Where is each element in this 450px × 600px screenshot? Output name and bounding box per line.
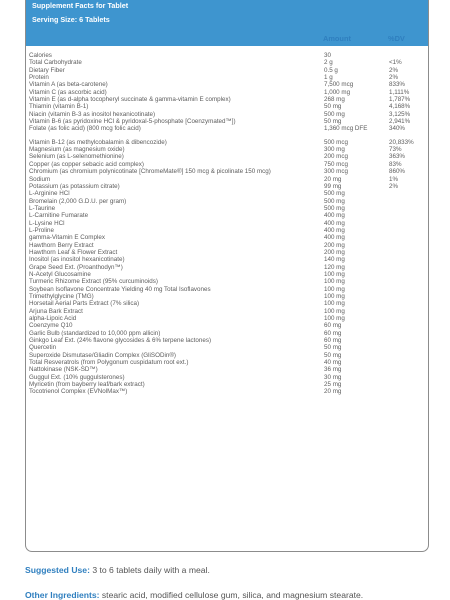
nutrient-amount: 500 mg	[324, 110, 345, 118]
nutrient-name: L-Carnitine Fumarate	[29, 212, 89, 220]
nutrient-amount: 50 mg	[324, 118, 342, 126]
nutrient-amount: 100 mg	[324, 293, 345, 300]
nutrient-name: Nattokinase (NSK-SD™)	[29, 366, 98, 374]
nutrient-row	[29, 161, 425, 168]
nutrient-dv: 2%	[389, 182, 399, 190]
nutrient-name: Coenzyme Q10	[29, 322, 73, 330]
nutrient-dv: 363%	[389, 153, 405, 161]
nutrient-name: Arjuna Bark Extract	[29, 307, 83, 315]
nutrient-name: Hawthorn Leaf & Flower Extract	[29, 248, 118, 256]
nutrient-amount: 100 mg	[324, 307, 345, 315]
nutrient-name: Vitamin C (as ascorbic acid)	[29, 88, 107, 96]
nutrient-amount: 750 mcg	[324, 160, 348, 168]
nutrient-name: Turmeric Rhizome Extract (95% curcuminoids)	[29, 278, 158, 286]
nutrient-row	[29, 271, 425, 278]
nutrient-amount: 400 mg	[324, 219, 345, 227]
other-ingredients-text: stearic acid, modified cellulose gum, silica, and magnesium stearate.	[99, 590, 364, 600]
nutrient-row	[29, 337, 425, 344]
nutrient-name: Copper (as copper sebacic acid complex)	[29, 160, 144, 168]
nutrient-name: Soybean Isoflavone Concentrate Yielding 40 mg Total Isoflavones	[29, 285, 211, 293]
nutrient-name: gamma-Vitamin E Complex	[29, 234, 105, 242]
nutrient-row	[29, 242, 425, 249]
nutrient-amount: 100 mg	[324, 315, 345, 323]
nutrient-name: Protein	[29, 74, 49, 82]
nutrient-name: Myricetin (from bayberry leaf/bark extract)	[29, 381, 145, 389]
nutrient-amount: 60 mg	[324, 329, 342, 337]
nutrient-dv: 340%	[389, 125, 405, 133]
nutrient-amount: 500 mg	[324, 204, 345, 212]
other-ingredients	[25, 590, 363, 600]
nutrient-row	[29, 322, 425, 329]
nutrient-amount: 40 mg	[324, 359, 342, 367]
nutrient-amount: 200 mg	[324, 248, 345, 256]
nutrient-row	[29, 103, 425, 110]
nutrient-dv: 3,125%	[389, 110, 411, 118]
nutrient-row	[29, 111, 425, 118]
nutrient-row	[29, 381, 425, 388]
nutrient-amount: 268 mg	[324, 96, 345, 104]
nutrient-amount: 300 mg	[324, 146, 345, 154]
nutrient-amount: 1,360 mcg DFE	[324, 125, 368, 133]
nutrient-dv: 833%	[389, 81, 405, 89]
nutrient-name: Guggul Ext. (10% guggulsterones)	[29, 373, 125, 381]
nutrient-row	[29, 278, 425, 285]
nutrient-dv: 2%	[389, 74, 399, 82]
nutrient-row	[29, 153, 425, 160]
nutrient-row	[29, 227, 425, 234]
nutrient-row	[29, 366, 425, 373]
nutrient-row	[29, 139, 425, 146]
nutrient-name: Selenium (as L-selenomethionine)	[29, 153, 124, 161]
nutrient-name: Garlic Bulb (standardized to 10,000 ppm allicin)	[29, 329, 161, 337]
nutrient-row	[29, 234, 425, 241]
nutrient-name: alpha-Lipoic Acid	[29, 315, 77, 323]
nutrient-row	[29, 168, 425, 175]
nutrient-row	[29, 300, 425, 307]
nutrient-row	[29, 81, 425, 88]
nutrient-row	[29, 359, 425, 366]
nutrient-name: Potassium (as potassium citrate)	[29, 182, 120, 190]
nutrient-amount: 400 mg	[324, 234, 345, 242]
nutrient-row	[29, 249, 425, 256]
nutrient-name: Vitamin E (as d-alpha tocopheryl succinate & gamma-vitamin E complex)	[29, 96, 231, 104]
nutrient-row	[29, 59, 425, 66]
nutrient-amount: 100 mg	[324, 285, 345, 293]
nutrient-name: Chromium (as chromium polynicotinate [ChromeMate®] 150 mcg & picolinate 150 mcg)	[29, 168, 271, 176]
nutrient-name: Superoxide Dismutase/Gliadin Complex (GliSODin®)	[29, 351, 177, 359]
nutrient-amount: 400 mg	[324, 212, 345, 220]
nutrient-amount: 25 mg	[324, 381, 342, 389]
nutrient-dv: 83%	[389, 160, 402, 168]
nutrient-row	[29, 125, 425, 132]
panel-title: Supplement Facts for Tablet	[32, 1, 129, 10]
nutrient-dv: 4,168%	[389, 103, 411, 111]
nutrient-dv: 2%	[389, 66, 399, 74]
nutrient-dv: 1,787%	[389, 96, 411, 104]
nutrient-name: Folate (as folic acid) (800 mcg folic acid)	[29, 125, 141, 133]
nutrient-name: Vitamin B-12 (as methylcobalamin & dibencozide)	[29, 138, 167, 146]
suggested-use-text: 3 to 6 tablets daily with a meal.	[89, 565, 210, 575]
nutrient-amount: 99 mg	[324, 182, 342, 190]
nutrient-row	[29, 96, 425, 103]
nutrient-dv: 1,111%	[389, 88, 410, 96]
nutrient-amount: 500 mg	[324, 190, 345, 198]
nutrient-name: Niacin (vitamin B-3 as inositol hexanicotinate)	[29, 110, 156, 118]
nutrient-dv: 20,833%	[389, 138, 414, 146]
nutrient-name: Grape Seed Ext. (Proanthodyn™)	[29, 263, 123, 271]
nutrient-amount: 200 mcg	[324, 153, 348, 161]
nutrient-amount: 50 mg	[324, 103, 342, 111]
serving-size: Serving Size: 6 Tablets	[32, 15, 110, 24]
nutrient-name: Sodium	[29, 175, 51, 183]
nutrient-name: Trimethylglycine (TMG)	[29, 293, 94, 300]
nutrient-name: Inositol (as inositol hexanicotinate)	[29, 256, 125, 264]
nutrient-name: Vitamin B-6 (as pyridoxine HCl & pyridoxal-5-phosphate [Coenzymated™])	[29, 118, 236, 126]
nutrient-name: Bromelain (2,000 G.D.U. per gram)	[29, 197, 127, 205]
nutrient-amount: 120 mg	[324, 263, 345, 271]
nutrient-row	[29, 198, 425, 205]
nutrient-row	[29, 190, 425, 197]
nutrient-row	[29, 67, 425, 74]
nutrient-row	[29, 344, 425, 351]
nutrient-row	[29, 183, 425, 190]
suggested-use	[25, 565, 210, 575]
nutrient-name: Horsetail Aerial Parts Extract (7% silica)	[29, 300, 140, 308]
nutrient-row	[29, 146, 425, 153]
nutrient-row	[29, 256, 425, 263]
nutrient-row	[29, 315, 425, 322]
other-ingredients-label: Other Ingredients:	[25, 590, 100, 600]
nutrient-name: Hawthorn Berry Extract	[29, 241, 94, 249]
nutrient-row	[29, 89, 425, 96]
nutrient-row	[29, 308, 425, 315]
nutrient-amount: 2 g	[324, 59, 333, 67]
nutrient-name: Magnesium (as magnesium oxide)	[29, 146, 125, 154]
nutrient-amount: 20 mg	[324, 388, 342, 396]
nutrient-name: N-Acetyl Glucosamine	[29, 270, 91, 278]
nutrient-amount: 100 mg	[324, 278, 345, 286]
nutrient-amount: 1 g	[324, 74, 333, 82]
nutrient-name: Calories	[29, 52, 52, 59]
nutrient-amount: 100 mg	[324, 270, 345, 278]
nutrient-amount: 30	[324, 52, 331, 59]
nutrient-dv: <1%	[389, 59, 402, 67]
nutrient-name: Vitamin A (as beta-carotene)	[29, 81, 108, 89]
nutrient-dv: 860%	[389, 168, 405, 176]
nutrient-amount: 0.5 g	[324, 66, 338, 74]
nutrient-name: Ginkgo Leaf Ext. (24% flavone glycosides & 6% terpene lactones)	[29, 337, 212, 345]
nutrient-amount: 300 mcg	[324, 168, 348, 176]
nutrient-name: Tocotrienol Complex (EVNolMax™)	[29, 388, 128, 396]
nutrient-row	[29, 74, 425, 81]
nutrient-name: L-Lysine HCl	[29, 219, 65, 227]
nutrient-amount: 400 mg	[324, 226, 345, 234]
nutrient-name: L-Taurine	[29, 204, 56, 212]
nutrient-amount: 100 mg	[324, 300, 345, 308]
nutrient-row	[29, 264, 425, 271]
nutrient-row	[29, 205, 425, 212]
nutrient-name: Total Carbohydrate	[29, 59, 82, 67]
nutrient-row	[29, 212, 425, 219]
nutrient-amount: 60 mg	[324, 322, 342, 330]
nutrient-amount: 60 mg	[324, 337, 342, 345]
nutrient-amount: 50 mg	[324, 344, 342, 352]
nutrient-dv: 2,941%	[389, 118, 411, 126]
nutrient-amount: 36 mg	[324, 366, 342, 374]
nutrient-name: Thiamin (vitamin B-1)	[29, 103, 89, 111]
nutrient-amount: 500 mg	[324, 197, 345, 205]
suggested-use-label: Suggested Use:	[25, 565, 90, 575]
nutrient-amount: 7,500 mcg	[324, 81, 354, 89]
nutrient-dv: 73%	[389, 146, 402, 154]
nutrient-row	[29, 52, 425, 59]
panel-header	[26, 0, 428, 46]
nutrient-row	[29, 118, 425, 125]
nutrient-row	[29, 286, 425, 293]
nutrient-row	[29, 330, 425, 337]
nutrient-amount: 1,000 mg	[324, 88, 351, 96]
nutrient-row	[29, 374, 425, 381]
nutrient-row	[29, 352, 425, 359]
amount-column-header: Amount	[323, 34, 351, 43]
nutrient-row	[29, 220, 425, 227]
nutrient-name: Total Resveratrols (from Polygonum cuspidatum root ext.)	[29, 359, 189, 367]
nutrient-amount: 50 mg	[324, 351, 342, 359]
nutrient-dv: 1%	[389, 175, 399, 183]
nutrient-name: Quercetin	[29, 344, 57, 352]
nutrient-name: Dietary Fiber	[29, 66, 65, 74]
dv-column-header: %DV	[388, 34, 405, 43]
nutrient-row	[29, 293, 425, 300]
nutrient-amount: 200 mg	[324, 241, 345, 249]
nutrient-amount: 140 mg	[324, 256, 345, 264]
nutrient-amount: 500 mcg	[324, 138, 348, 146]
supplement-facts-panel	[25, 0, 429, 552]
nutrient-rows	[29, 52, 425, 396]
nutrient-amount: 20 mg	[324, 175, 342, 183]
nutrient-name: L-Proline	[29, 226, 55, 234]
nutrient-name: L-Arginine HCl	[29, 190, 70, 198]
nutrient-row	[29, 176, 425, 183]
nutrient-row	[29, 388, 425, 395]
nutrient-amount: 30 mg	[324, 373, 342, 381]
